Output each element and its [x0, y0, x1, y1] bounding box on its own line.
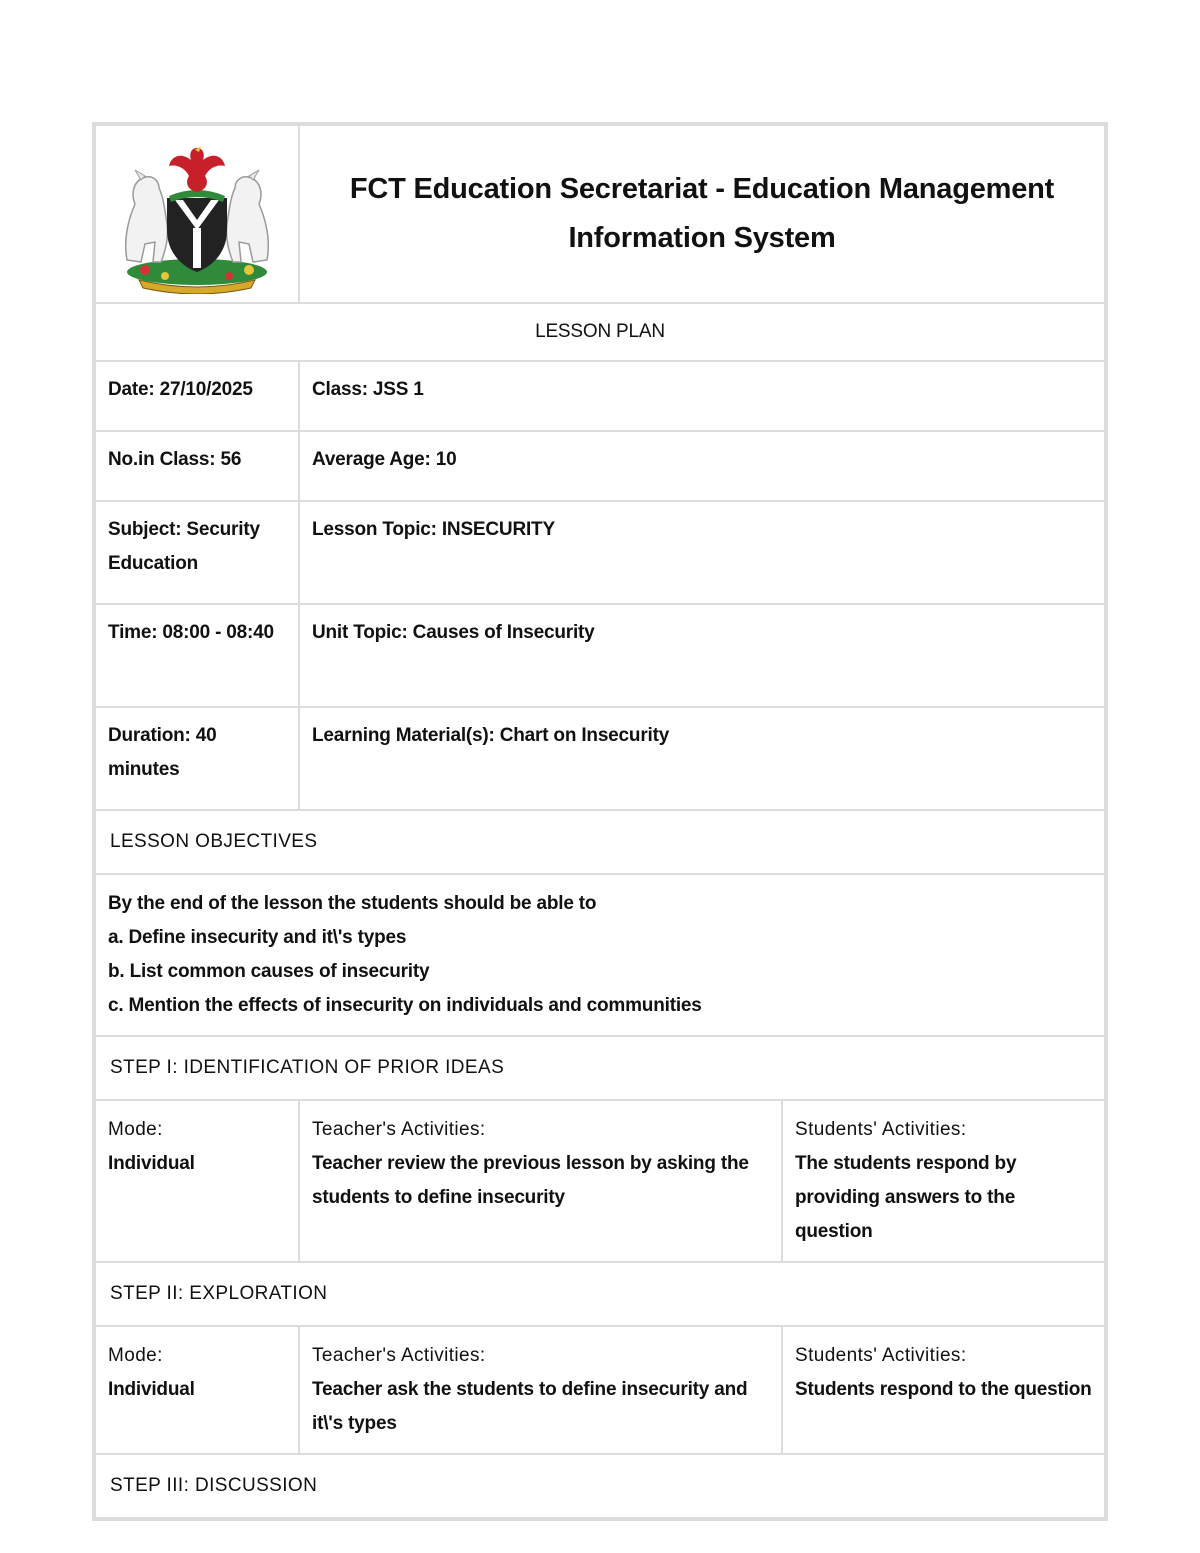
- objectives-heading-row: [95, 810, 1105, 874]
- lesson-plan-table: [94, 124, 1106, 1519]
- mode-label: Mode:: [108, 1119, 163, 1140]
- no-in-class-field: No.in Class: 56: [95, 431, 299, 501]
- nigeria-coat-of-arms-icon: [105, 134, 289, 294]
- average-age-field: Average Age: 10: [299, 431, 1105, 501]
- objectives-row: [95, 874, 1105, 1036]
- details-row: [95, 707, 1105, 810]
- step-2-teacher-activities: [299, 1326, 782, 1454]
- lesson-topic-field: Lesson Topic: INSECURITY: [299, 501, 1105, 604]
- step-heading-row: [95, 1454, 1105, 1518]
- time-field: Time: 08:00 - 08:40: [95, 604, 299, 707]
- learning-materials-field: Learning Material(s): Chart on Insecurity: [299, 707, 1105, 810]
- header-row: [95, 125, 1105, 303]
- step-heading-row: [95, 1262, 1105, 1326]
- teacher-activities-text: Teacher review the previous lesson by asking the students to define insecurity: [312, 1153, 749, 1208]
- step-3-heading: STEP III: DISCUSSION: [95, 1454, 1105, 1518]
- step-activities-row: [95, 1100, 1105, 1262]
- mode-label: Mode:: [108, 1345, 163, 1366]
- class-field: Class: JSS 1: [299, 361, 1105, 431]
- details-row: [95, 361, 1105, 431]
- unit-topic-field: Unit Topic: Causes of Insecurity: [299, 604, 1105, 707]
- step-activities-row: [95, 1326, 1105, 1454]
- lesson-plan-label-row: [95, 303, 1105, 361]
- details-row: [95, 501, 1105, 604]
- mode-value: Individual: [108, 1153, 195, 1174]
- details-row: [95, 604, 1105, 707]
- teacher-activities-label: Teacher's Activities:: [312, 1345, 486, 1366]
- lesson-plan-label: LESSON PLAN: [95, 303, 1105, 361]
- duration-field: Duration: 40 minutes: [95, 707, 299, 810]
- step-2-heading: STEP II: EXPLORATION: [95, 1262, 1105, 1326]
- mode-value: Individual: [108, 1379, 195, 1400]
- objective-item: c. Mention the effects of insecurity on individuals and communities: [108, 995, 702, 1016]
- students-activities-text: Students respond to the question: [795, 1379, 1092, 1400]
- lesson-plan-document: [92, 122, 1108, 1521]
- objective-item: b. List common causes of insecurity: [108, 961, 430, 982]
- objective-item: a. Define insecurity and it\'s types: [108, 927, 407, 948]
- step-1-teacher-activities: [299, 1100, 782, 1262]
- step-2-mode: [95, 1326, 299, 1454]
- step-1-students-activities: [782, 1100, 1105, 1262]
- teacher-activities-label: Teacher's Activities:: [312, 1119, 486, 1140]
- details-row: [95, 431, 1105, 501]
- objective-intro: By the end of the lesson the students should be able to: [108, 893, 597, 914]
- objectives-heading: LESSON OBJECTIVES: [95, 810, 1105, 874]
- teacher-activities-text: Teacher ask the students to define insecurity and it\'s types: [312, 1379, 748, 1434]
- students-activities-label: Students' Activities:: [795, 1119, 967, 1140]
- objectives-list: [95, 874, 1105, 1036]
- students-activities-text: The students respond by providing answers to the question: [795, 1153, 1017, 1242]
- date-field: Date: 27/10/2025: [95, 361, 299, 431]
- step-1-mode: [95, 1100, 299, 1262]
- step-2-students-activities: [782, 1326, 1105, 1454]
- logo-cell: [95, 125, 299, 303]
- page-title: FCT Education Secretariat - Education Management Information System: [299, 125, 1105, 303]
- subject-field: Subject: Security Education: [95, 501, 299, 604]
- students-activities-label: Students' Activities:: [795, 1345, 967, 1366]
- step-1-heading: STEP I: IDENTIFICATION OF PRIOR IDEAS: [95, 1036, 1105, 1100]
- step-heading-row: [95, 1036, 1105, 1100]
